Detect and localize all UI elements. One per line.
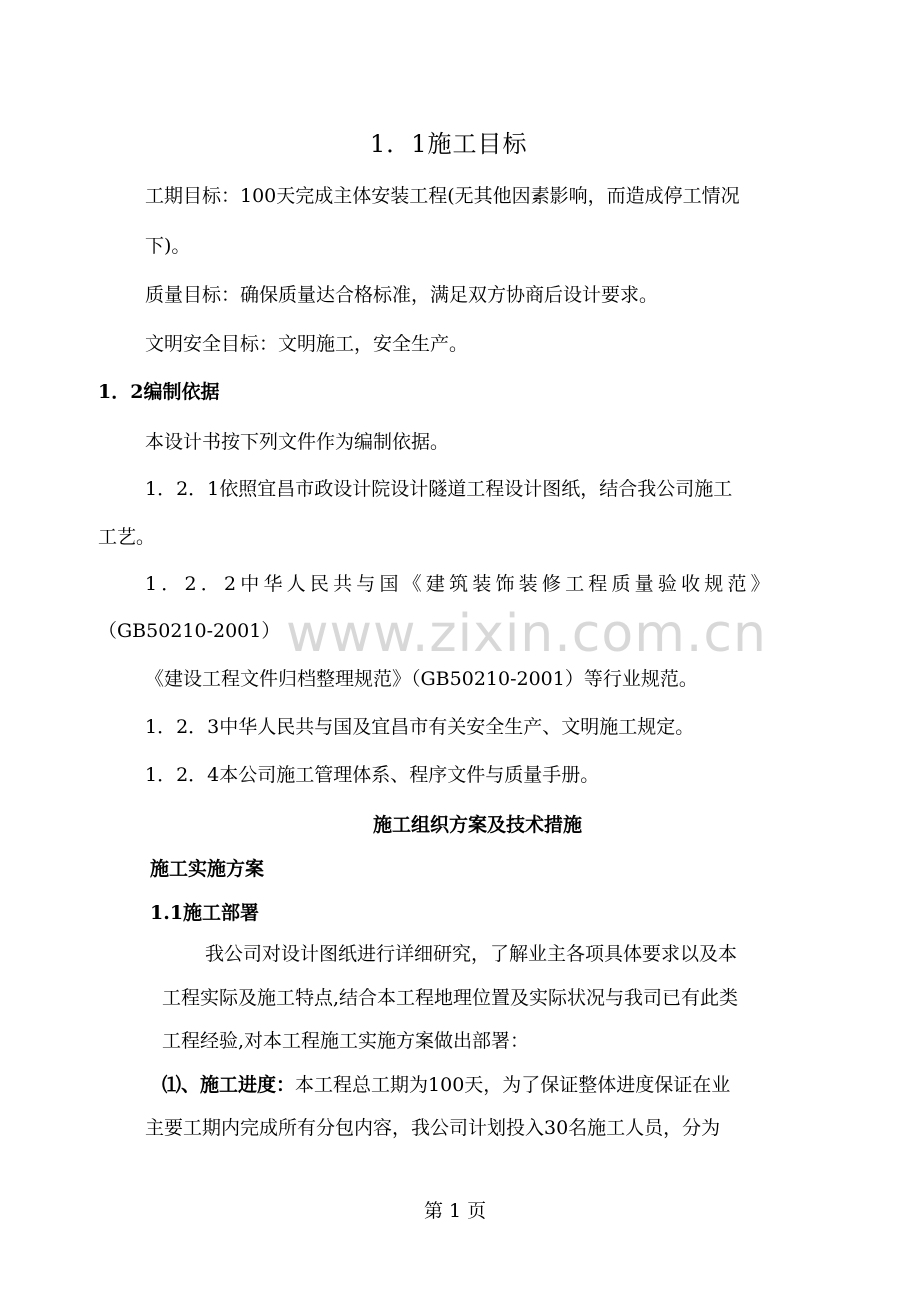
paragraph-basis-1-line-2: 工艺。 [98,526,156,548]
paragraph-basis-1-line-1: 1．2．1依照宜昌市政设计院设计隧道工程设计图纸，结合我公司施工 [145,478,733,500]
paragraph-basis-2-line-3: 《建设工程文件归档整理规范》（GB50210-2001）等行业规范。 [145,668,698,690]
paragraph-basis-intro: 本设计书按下列文件作为编制依据。 [145,431,450,453]
paragraph-deploy-line-1: 我公司对设计图纸进行详细研究，了解业主各项具体要求以及本 [205,943,738,965]
paragraph-schedule-line-2: 下)。 [145,235,191,257]
paragraph-quality: 质量目标：确保质量达合格标准，满足双方协商后设计要求。 [145,284,659,306]
paragraph-basis-2-line-1: 1．2．2中华人民共与国《建筑装饰装修工程质量验收规范》 [145,573,774,595]
paragraph-deploy-line-2: 工程实际及施工特点,结合本工程地理位置及实际状况与我司已有此类 [162,987,739,1009]
heading-deploy: 1.1施工部署 [150,902,260,924]
paragraph-progress-line-2: 主要工期内完成所有分包内容，我公司计划投入30名施工人员，分为 [145,1117,721,1139]
paragraph-safety: 文明安全目标：文明施工，安全生产。 [145,333,469,355]
paragraph-basis-4: 1．2．4本公司施工管理体系、程序文件与质量手册。 [145,764,600,786]
watermark: www.zixin.com.cn [286,604,767,664]
paragraph-basis-3: 1．2．3中华人民共与国及宜昌市有关安全生产、文明施工规定。 [145,716,695,738]
paragraph-deploy-line-3: 工程经验,对本工程施工实施方案做出部署： [162,1030,530,1052]
heading-1-1: 1．1施工目标 [370,130,528,158]
paragraph-progress-line-1 [162,1072,730,1098]
page-footer: 第 1 页 [424,1200,487,1222]
paragraph-schedule-line-1: 工期目标：100天完成主体安装工程(无其他因素影响，而造成停工情况 [145,185,740,207]
progress-label: ⑴、施工进度： [162,1074,296,1096]
sub-title: 施工实施方案 [150,858,265,880]
progress-text: 本工程总工期为100天，为了保证整体进度保证在业 [295,1074,731,1096]
section-title: 施工组织方案及技术措施 [373,814,583,836]
paragraph-basis-2-line-2: （GB50210-2001） [98,620,281,642]
heading-1-2: 1．2编制依据 [98,381,220,403]
